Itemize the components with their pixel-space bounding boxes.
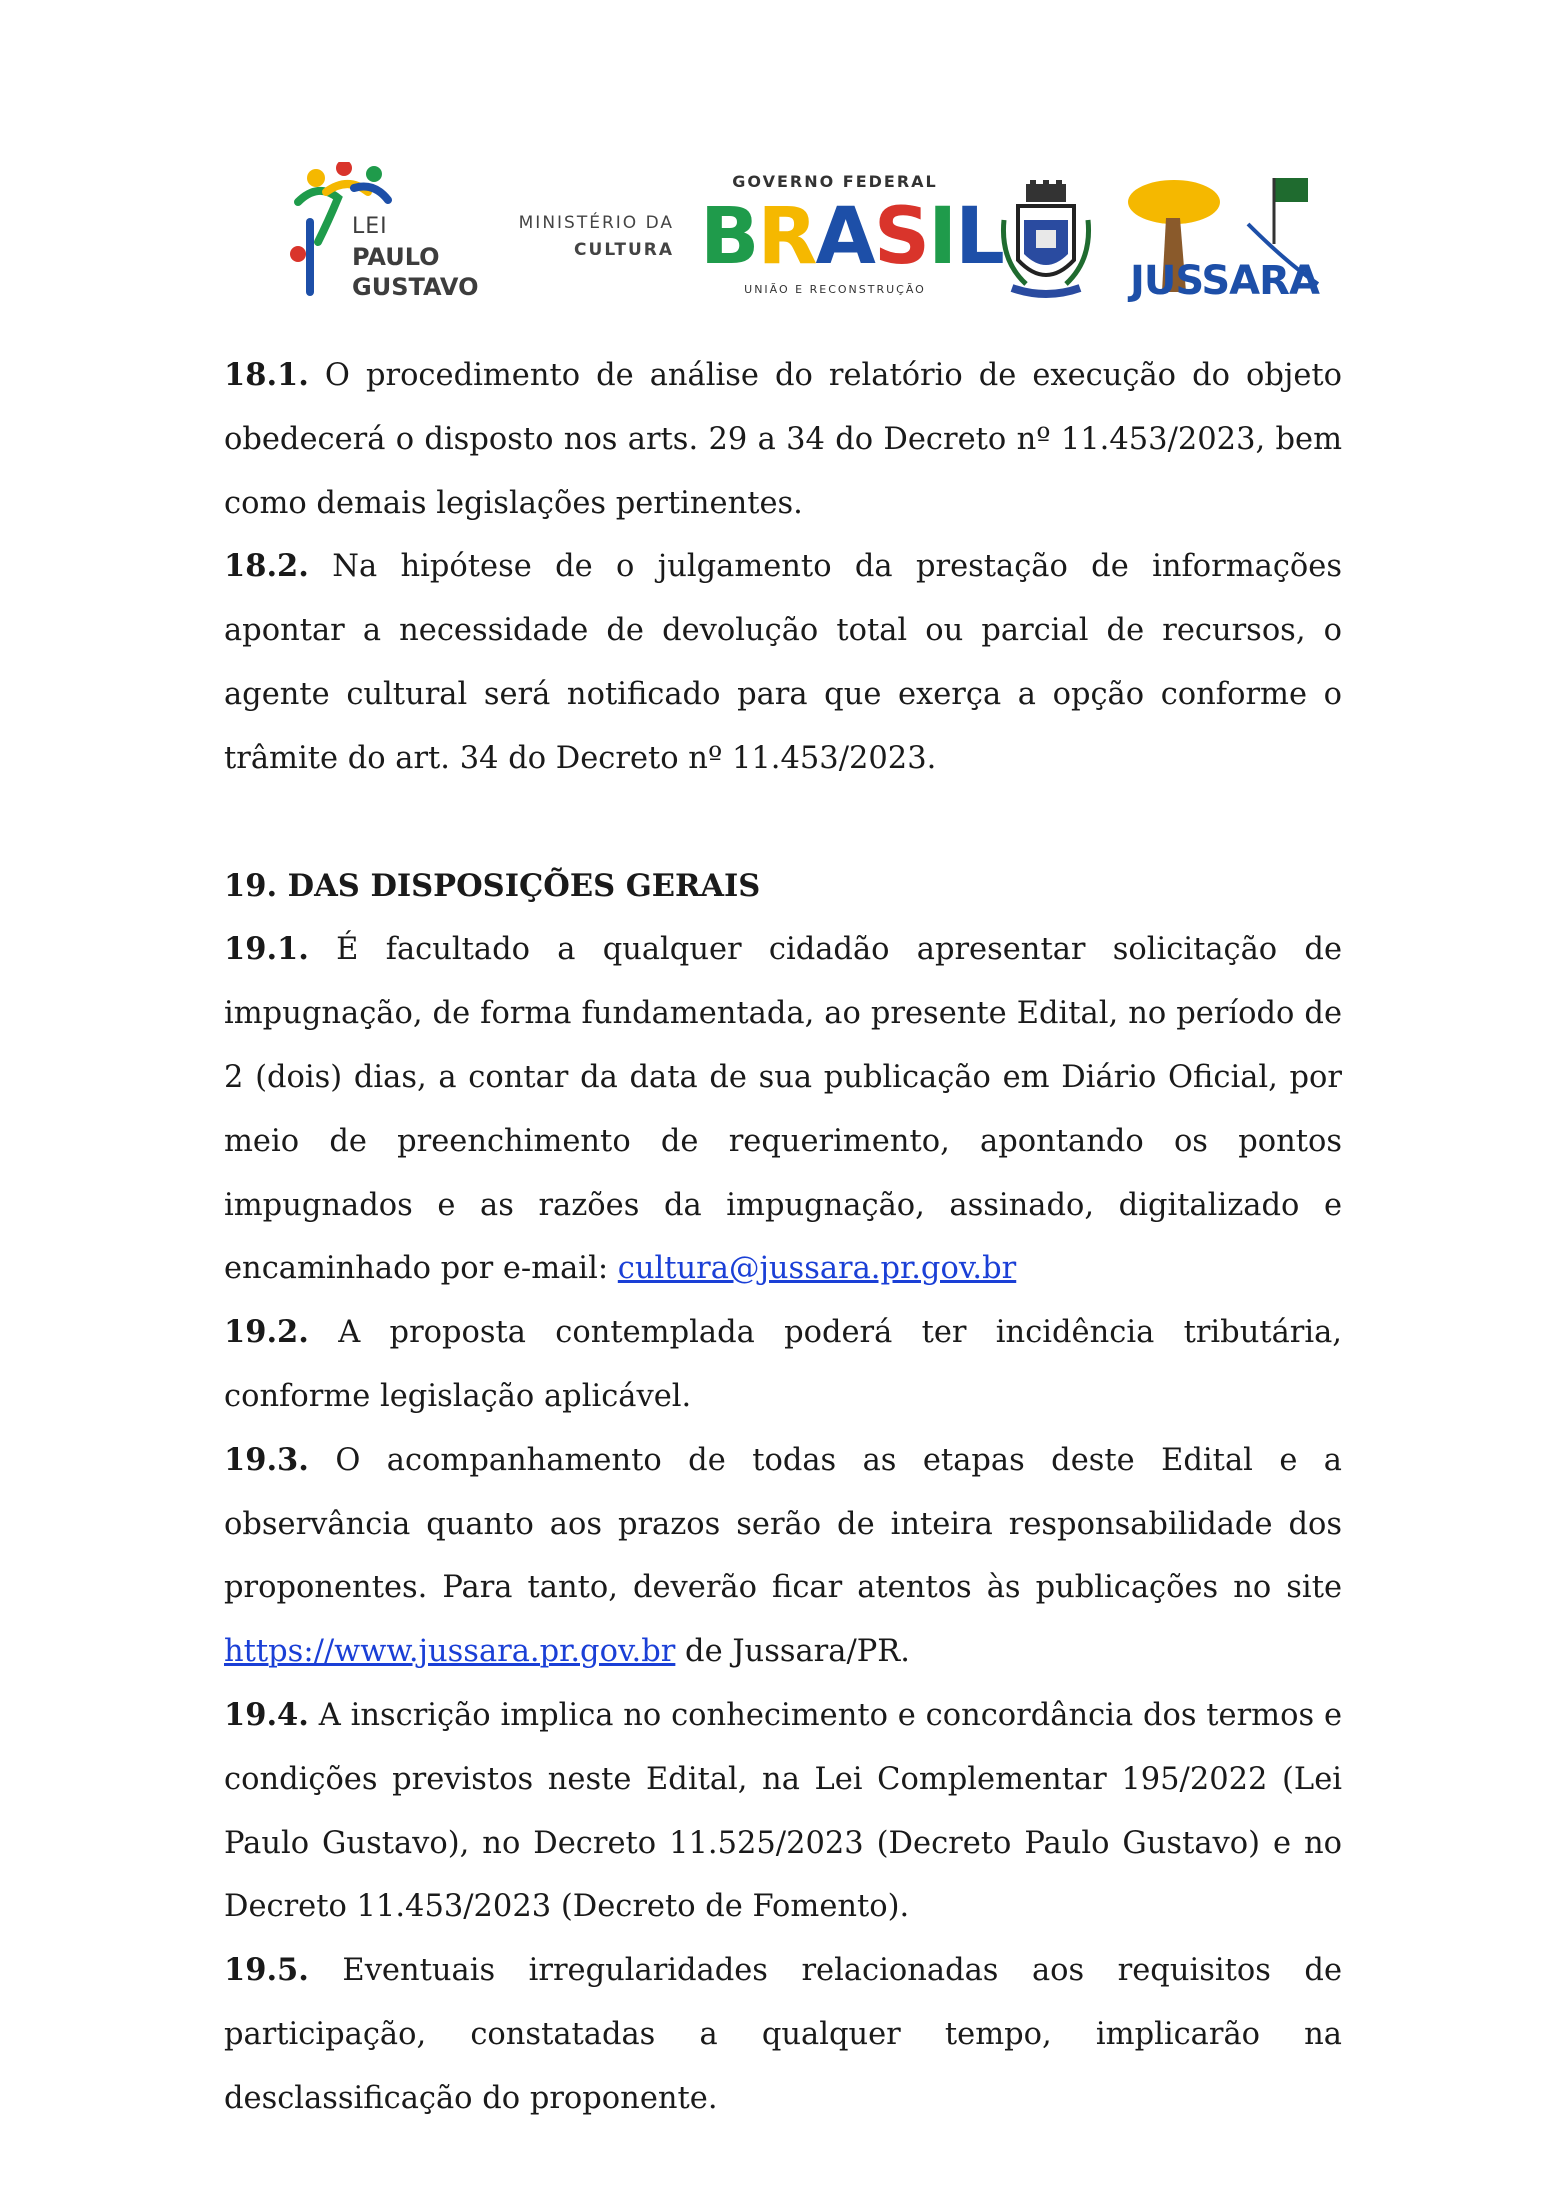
prefeitura-jussara-logo (1118, 174, 1328, 314)
governo-federal-logo (700, 172, 1003, 312)
clause-number: 19.1. (224, 931, 309, 968)
uniao-reconstrucao-label: UNIÃO E RECONSTRUÇÃO (744, 283, 926, 296)
clause-number: 19.4. (224, 1696, 309, 1733)
website-link[interactable]: https://www.jussara.pr.gov.br (224, 1634, 676, 1670)
clause-text-after: de Jussara/PR. (675, 1634, 910, 1670)
clause-text: O procedimento de análise do relatório de execução do objeto obedecerá o disposto nos arts. 29 a 34 do Decreto nº 11.453/2023, bem como demais legislações pertinentes. (224, 358, 1342, 521)
clause-19-3 (224, 1429, 1342, 1684)
clause-text: A proposta contemplada poderá ter incidência tributária, conforme legislação aplicável. (224, 1315, 1342, 1414)
clause-19-1 (224, 918, 1342, 1301)
ministerio-cultura-logo (484, 210, 674, 270)
governo-federal-label: GOVERNO FEDERAL (732, 172, 938, 191)
coat-of-arms-icon (996, 180, 1096, 310)
clause-text: Eventuais irregularidades relacionadas aos requisitos de participação, constatadas a qualquer tempo, implicarão na desclassificação do proponente. (224, 1953, 1342, 2116)
clause-text: A inscrição implica no conhecimento e concordância dos termos e condições previstos neste Edital, na Lei Complementar 195/2022 (Lei Paulo Gustavo), no Decreto 11.525/2023 (Decreto Paulo Gustavo) e no Decreto 11.453/2023 (Decreto de Fomento). (224, 1697, 1342, 1925)
clause-18-2 (224, 535, 1342, 790)
spacer (224, 791, 1342, 855)
lei-paulo-gustavo-logo (288, 162, 478, 320)
jussara-wordmark: JUSSARA (1130, 258, 1319, 304)
clause-19-2 (224, 1301, 1342, 1429)
clause-19-5 (224, 1939, 1342, 2130)
clause-18-1 (224, 344, 1342, 535)
clause-text: É facultado a qualquer cidadão apresentar solicitação de impugnação, de forma fundamentada, ao presente Edital, no período de 2 (dois) dias, a contar da data de sua publicação em Diário Oficial, por meio de preenchimento de requerimento, apontando os pontos impugnados e as razões da impugnação, assinado, digitalizado e encaminhado por e-mail: (224, 932, 1342, 1287)
email-link[interactable]: cultura@jussara.pr.gov.br (617, 1251, 1017, 1287)
clause-number: 19.2. (224, 1314, 309, 1351)
clause-19-4 (224, 1684, 1342, 1939)
clause-number: 18.2. (224, 548, 309, 585)
clause-number: 19.5. (224, 1952, 309, 1989)
section-heading-19: 19. DAS DISPOSIÇÕES GERAIS (224, 867, 761, 904)
lpg-line-gustavo: GUSTAVO (352, 273, 479, 301)
lpg-line-lei: LEI (352, 214, 388, 239)
ministerio-line-1: MINISTÉRIO DA (518, 213, 674, 233)
clause-text: Na hipótese de o julgamento da prestação de informações apontar a necessidade de devolução total ou parcial de recursos, o agente cultural será notificado para que exerça a opção conforme o trâmite do art. 34 do Decreto nº 11.453/2023. (224, 549, 1342, 776)
ministerio-line-2: CULTURA (574, 240, 674, 260)
lpg-line-paulo: PAULO (352, 243, 440, 271)
brasil-wordmark: BRASIL (700, 192, 1003, 282)
clause-number: 18.1. (224, 357, 309, 393)
header-logos (288, 162, 1328, 320)
lei-paulo-gustavo-text (352, 212, 478, 302)
clause-text: O acompanhamento de todas as etapas deste Edital e a observância quanto aos prazos serão de inteira responsabilidade dos proponentes. Para tanto, deverão ficar atentos às publicações no site (224, 1442, 1342, 1606)
document-body (224, 344, 1342, 2131)
brasao-jussara-emblem (996, 180, 1096, 310)
clause-number: 19.3. (224, 1441, 309, 1478)
